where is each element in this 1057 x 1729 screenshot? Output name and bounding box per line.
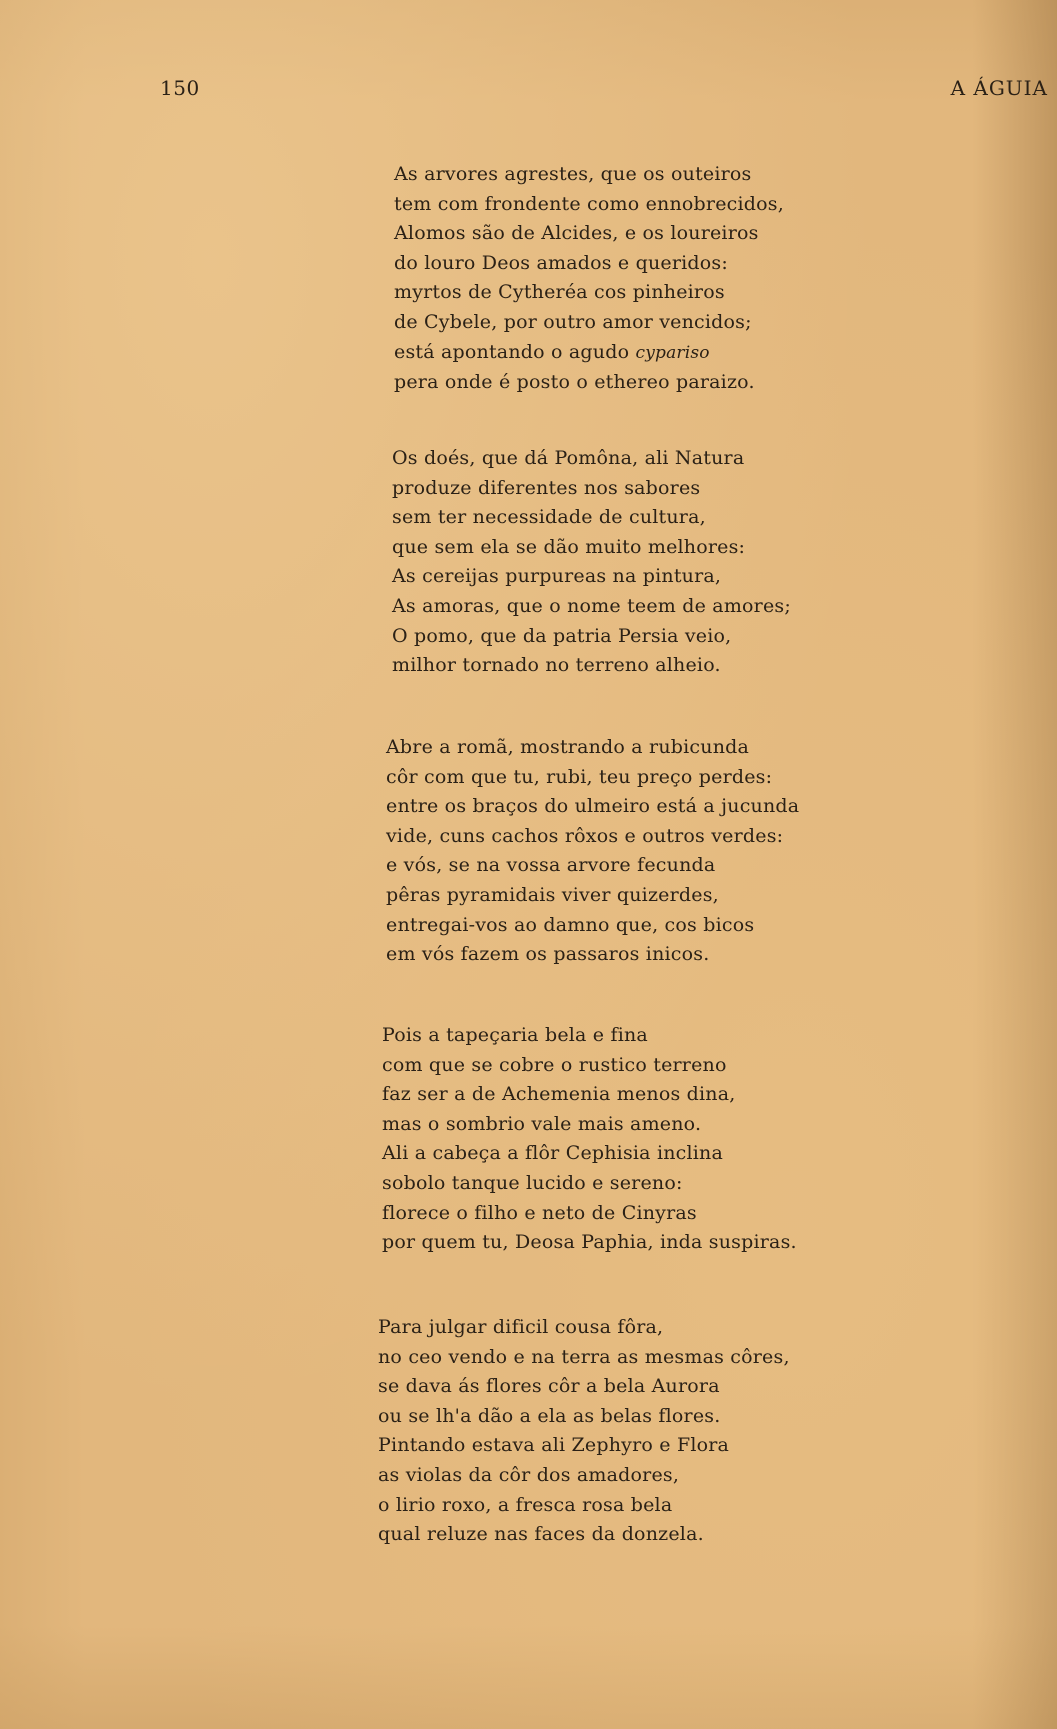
verse-line xyxy=(394,338,784,369)
verse-line: no ceo vendo e na terra as mesmas côres, xyxy=(378,1345,790,1368)
stanza-4 xyxy=(382,1021,797,1258)
verse-line: entregai-vos ao damno que, cos bicos xyxy=(386,913,755,936)
verse-line: florece o filho e neto de Cinyras xyxy=(382,1201,697,1224)
verse-line: por quem tu, Deosa Paphia, inda suspiras. xyxy=(382,1231,797,1254)
verse-line: entre os braços do ulmeiro está a jucunda xyxy=(386,795,800,818)
verse-line: qual reluze nas faces da donzela. xyxy=(378,1523,704,1546)
verse-line: As cereijas purpureas na pintura, xyxy=(392,565,722,588)
running-title: A ÁGUIA xyxy=(950,76,1048,100)
verse-line: myrtos de Cytheréa cos pinheiros xyxy=(394,281,725,304)
page-header xyxy=(160,76,1048,106)
verse-line: Pois a tapeçaria bela e fina xyxy=(382,1024,648,1046)
stanza-2 xyxy=(392,444,791,681)
verse-line: As amoras, que o nome teem de amores; xyxy=(392,594,791,617)
verse-line: e vós, se na vossa arvore fecunda xyxy=(386,854,716,877)
verse-line: Pintando estava ali Zephyro e Flora xyxy=(378,1434,730,1457)
verse-line: sem ter necessidade de cultura, xyxy=(392,506,706,529)
verse-line: tem com frondente como ennobrecidos, xyxy=(394,192,784,215)
verse-line: As arvores agrestes, que os outeiros xyxy=(394,163,752,185)
verse-line-text: está apontando o agudo xyxy=(394,340,630,363)
verse-line: Abre a romã, mostrando a rubicunda xyxy=(386,736,750,758)
verse-line: do louro Deos amados e queridos: xyxy=(394,251,728,274)
verse-line: de Cybele, por outro amor vencidos; xyxy=(394,310,752,333)
stanza-1 xyxy=(394,160,784,398)
verse-line: vide, cuns cachos rôxos e outros verdes: xyxy=(386,824,784,847)
verse-line: se dava ás flores côr a bela Aurora xyxy=(378,1375,720,1398)
verse-line: que sem ela se dão muito melhores: xyxy=(392,535,746,558)
stanza-3 xyxy=(386,733,799,970)
verse-line: mas o sombrio vale mais ameno. xyxy=(382,1112,702,1135)
page-number: 150 xyxy=(160,76,200,100)
stanza-5 xyxy=(378,1313,790,1550)
verse-line: com que se cobre o rustico terreno xyxy=(382,1053,727,1076)
verse-line: O pomo, que da patria Persia veio, xyxy=(392,624,732,647)
verse-line: o lirio roxo, a fresca rosa bela xyxy=(378,1493,673,1516)
verse-line: Para julgar dificil cousa fôra, xyxy=(378,1316,664,1338)
verse-line: em vós fazem os passaros inicos. xyxy=(386,943,710,966)
verse-line: faz ser a de Achemenia menos dina, xyxy=(382,1083,736,1106)
verse-line: Alomos são de Alcides, e os loureiros xyxy=(394,222,759,245)
verse-line: pêras pyramidais viver quizerdes, xyxy=(386,883,719,906)
verse-line: as violas da côr dos amadores, xyxy=(378,1463,680,1486)
verse-line: pera onde é posto o ethereo paraizo. xyxy=(394,371,755,394)
verse-line: côr com que tu, rubi, teu preço perdes: xyxy=(386,765,773,788)
verse-line: Os doés, que dá Pomôna, ali Natura xyxy=(392,447,745,469)
verse-line: produze diferentes nos sabores xyxy=(392,476,701,499)
verse-line: ou se lh'a dão a ela as belas flores. xyxy=(378,1404,721,1427)
verse-line: milhor tornado no terreno alheio. xyxy=(392,654,721,677)
verse-line: sobolo tanque lucido e sereno: xyxy=(382,1171,683,1194)
italic-word: cypariso xyxy=(635,342,710,363)
verse-line: Ali a cabeça a flôr Cephisia inclina xyxy=(382,1142,724,1165)
